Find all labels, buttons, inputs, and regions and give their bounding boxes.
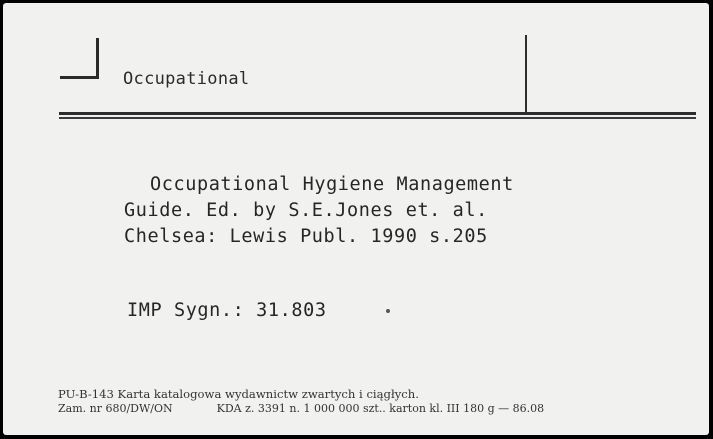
editor-line: Guide. Ed. by S.E.Jones et. al. — [124, 200, 488, 221]
vertical-rule — [525, 35, 527, 112]
corner-mark-horizontal — [60, 76, 99, 79]
footer-order-number: Zam. nr 680/DW/ON — [58, 402, 173, 415]
footer-line-2 — [58, 402, 544, 415]
double-rule — [59, 112, 696, 121]
catalog-card — [3, 3, 709, 435]
ink-dot — [386, 309, 390, 313]
card-heading: Occupational — [123, 69, 250, 89]
publication-line: Chelsea: Lewis Publ. 1990 s.205 — [124, 226, 488, 247]
signature-line — [127, 300, 327, 321]
signature-label: IMP Sygn.: — [127, 300, 245, 321]
footer-line-1: PU-B-143 Karta katalogowa wydawnictw zwartych i ciągłych. — [58, 387, 419, 401]
corner-mark-vertical — [96, 38, 99, 78]
footer-print-info: KDA z. 3391 n. 1 000 000 szt.. karton kl. III 180 g — 86.08 — [216, 402, 545, 415]
signature-value: 31.803 — [256, 300, 327, 321]
title-line: Occupational Hygiene Management — [150, 174, 514, 195]
